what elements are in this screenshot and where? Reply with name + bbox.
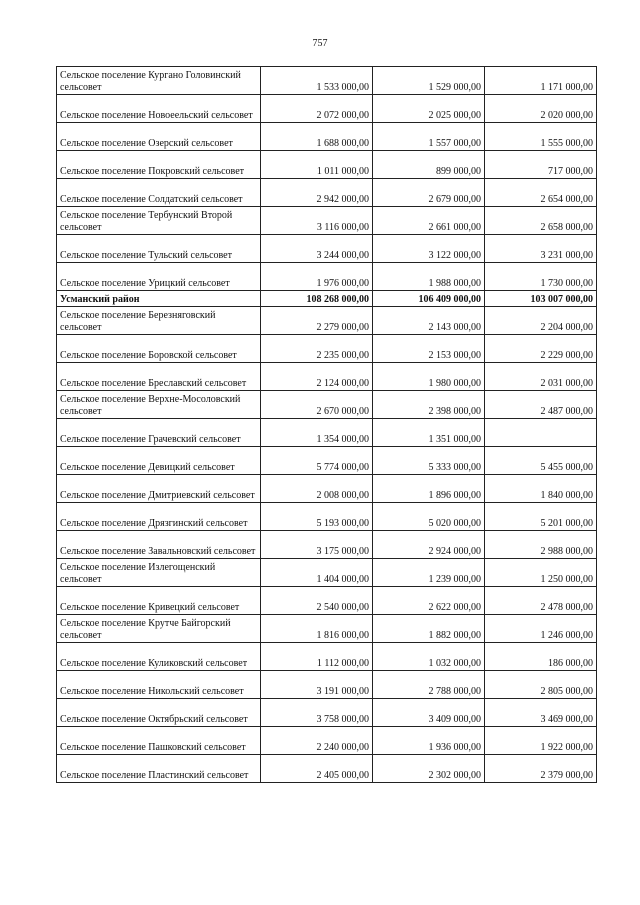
amount-year1-cell: 2 240 000,00	[261, 727, 373, 755]
settlement-name-cell: Сельское поселение Пашковский сельсовет	[57, 727, 261, 755]
amount-year3-cell: 2 229 000,00	[485, 335, 597, 363]
amount-year2-cell: 2 679 000,00	[373, 179, 485, 207]
settlement-name-cell: Сельское поселение Куликовский сельсовет	[57, 643, 261, 671]
amount-year1-cell: 2 279 000,00	[261, 307, 373, 335]
amount-year1-cell: 3 191 000,00	[261, 671, 373, 699]
table-row	[57, 419, 597, 447]
amount-year2-cell: 2 025 000,00	[373, 95, 485, 123]
page-number: 757	[312, 38, 328, 49]
budget-table-body	[57, 67, 597, 783]
amount-year3-cell: 2 658 000,00	[485, 207, 597, 235]
settlement-name-cell: Сельское поселение Крутче Байгорский сельсовет	[57, 615, 261, 643]
amount-year2-cell: 2 788 000,00	[373, 671, 485, 699]
amount-year1-cell: 1 011 000,00	[261, 151, 373, 179]
amount-year2-cell: 1 557 000,00	[373, 123, 485, 151]
amount-year3-cell: 2 020 000,00	[485, 95, 597, 123]
table-row	[57, 475, 597, 503]
amount-year3-cell: 1 840 000,00	[485, 475, 597, 503]
amount-year2-cell: 2 302 000,00	[373, 755, 485, 783]
amount-year1-cell: 108 268 000,00	[261, 291, 373, 307]
settlement-name-cell: Сельское поселение Грачевский сельсовет	[57, 419, 261, 447]
table-row	[57, 391, 597, 419]
amount-year1-cell: 2 405 000,00	[261, 755, 373, 783]
amount-year3-cell: 1 730 000,00	[485, 263, 597, 291]
amount-year2-cell: 1 239 000,00	[373, 559, 485, 587]
amount-year3-cell: 2 031 000,00	[485, 363, 597, 391]
budget-table	[56, 66, 597, 783]
settlement-name-cell: Сельское поселение Солдатский сельсовет	[57, 179, 261, 207]
amount-year2-cell: 2 622 000,00	[373, 587, 485, 615]
amount-year3-cell	[485, 419, 597, 447]
amount-year3-cell: 2 988 000,00	[485, 531, 597, 559]
amount-year2-cell: 1 351 000,00	[373, 419, 485, 447]
amount-year1-cell: 1 354 000,00	[261, 419, 373, 447]
amount-year2-cell: 2 398 000,00	[373, 391, 485, 419]
amount-year1-cell: 2 008 000,00	[261, 475, 373, 503]
amount-year2-cell: 1 988 000,00	[373, 263, 485, 291]
amount-year1-cell: 2 072 000,00	[261, 95, 373, 123]
amount-year1-cell: 5 774 000,00	[261, 447, 373, 475]
amount-year3-cell: 2 204 000,00	[485, 307, 597, 335]
settlement-name-cell: Сельское поселение Верхне-Мосоловский сельсовет	[57, 391, 261, 419]
table-row	[57, 531, 597, 559]
amount-year2-cell: 2 924 000,00	[373, 531, 485, 559]
amount-year1-cell: 3 758 000,00	[261, 699, 373, 727]
amount-year2-cell: 5 020 000,00	[373, 503, 485, 531]
table-row	[57, 151, 597, 179]
amount-year1-cell: 3 175 000,00	[261, 531, 373, 559]
table-row	[57, 447, 597, 475]
amount-year2-cell: 1 032 000,00	[373, 643, 485, 671]
amount-year2-cell: 1 896 000,00	[373, 475, 485, 503]
table-row	[57, 643, 597, 671]
amount-year1-cell: 1 688 000,00	[261, 123, 373, 151]
amount-year3-cell: 1 922 000,00	[485, 727, 597, 755]
amount-year2-cell: 1 882 000,00	[373, 615, 485, 643]
settlement-name-cell: Сельское поселение Дрязгинский сельсовет	[57, 503, 261, 531]
amount-year1-cell: 2 942 000,00	[261, 179, 373, 207]
amount-year3-cell: 1 171 000,00	[485, 67, 597, 95]
table-row	[57, 699, 597, 727]
amount-year2-cell: 106 409 000,00	[373, 291, 485, 307]
amount-year1-cell: 3 244 000,00	[261, 235, 373, 263]
amount-year3-cell: 717 000,00	[485, 151, 597, 179]
amount-year2-cell: 2 153 000,00	[373, 335, 485, 363]
settlement-name-cell: Сельское поселение Октябрьский сельсовет	[57, 699, 261, 727]
settlement-name-cell: Сельское поселение Бреславский сельсовет	[57, 363, 261, 391]
amount-year3-cell: 2 805 000,00	[485, 671, 597, 699]
settlement-name-cell: Сельское поселение Покровский сельсовет	[57, 151, 261, 179]
table-row	[57, 123, 597, 151]
amount-year2-cell: 899 000,00	[373, 151, 485, 179]
amount-year2-cell: 1 529 000,00	[373, 67, 485, 95]
settlement-name-cell: Сельское поселение Излегощенский сельсовет	[57, 559, 261, 587]
amount-year3-cell: 2 487 000,00	[485, 391, 597, 419]
settlement-name-cell: Сельское поселение Никольский сельсовет	[57, 671, 261, 699]
table-row	[57, 307, 597, 335]
settlement-name-cell: Сельское поселение Тульский сельсовет	[57, 235, 261, 263]
table-row	[57, 615, 597, 643]
table-row	[57, 179, 597, 207]
settlement-name-cell: Сельское поселение Боровской сельсовет	[57, 335, 261, 363]
amount-year1-cell: 1 816 000,00	[261, 615, 373, 643]
table-row	[57, 335, 597, 363]
settlement-name-cell: Сельское поселение Дмитриевский сельсовет	[57, 475, 261, 503]
settlement-name-cell: Сельское поселение Завальновский сельсовет	[57, 531, 261, 559]
amount-year3-cell: 5 455 000,00	[485, 447, 597, 475]
amount-year3-cell: 1 246 000,00	[485, 615, 597, 643]
table-row	[57, 587, 597, 615]
table-row	[57, 263, 597, 291]
settlement-name-cell: Сельское поселение Девицкий сельсовет	[57, 447, 261, 475]
amount-year3-cell: 5 201 000,00	[485, 503, 597, 531]
settlement-name-cell: Сельское поселение Озерский сельсовет	[57, 123, 261, 151]
amount-year1-cell: 2 540 000,00	[261, 587, 373, 615]
table-row	[57, 363, 597, 391]
table-row	[57, 207, 597, 235]
table-row	[57, 503, 597, 531]
table-row	[57, 727, 597, 755]
amount-year3-cell: 2 478 000,00	[485, 587, 597, 615]
amount-year1-cell: 2 235 000,00	[261, 335, 373, 363]
settlement-name-cell: Сельское поселение Тербунский Второй сельсовет	[57, 207, 261, 235]
table-row	[57, 559, 597, 587]
settlement-name-cell: Сельское поселение Новоеельский сельсовет	[57, 95, 261, 123]
settlement-name-cell: Усманский район	[57, 291, 261, 307]
amount-year3-cell: 1 555 000,00	[485, 123, 597, 151]
amount-year3-cell: 2 654 000,00	[485, 179, 597, 207]
amount-year2-cell: 1 980 000,00	[373, 363, 485, 391]
amount-year1-cell: 1 533 000,00	[261, 67, 373, 95]
amount-year3-cell: 2 379 000,00	[485, 755, 597, 783]
amount-year2-cell: 2 143 000,00	[373, 307, 485, 335]
amount-year1-cell: 5 193 000,00	[261, 503, 373, 531]
table-row	[57, 235, 597, 263]
amount-year2-cell: 2 661 000,00	[373, 207, 485, 235]
amount-year3-cell: 3 231 000,00	[485, 235, 597, 263]
amount-year2-cell: 3 409 000,00	[373, 699, 485, 727]
settlement-name-cell: Сельское поселение Березняговский сельсовет	[57, 307, 261, 335]
table-row	[57, 755, 597, 783]
amount-year1-cell: 3 116 000,00	[261, 207, 373, 235]
table-row	[57, 671, 597, 699]
settlement-name-cell: Сельское поселение Пластинский сельсовет	[57, 755, 261, 783]
amount-year3-cell: 186 000,00	[485, 643, 597, 671]
settlement-name-cell: Сельское поселение Кривецкий сельсовет	[57, 587, 261, 615]
amount-year2-cell: 5 333 000,00	[373, 447, 485, 475]
amount-year1-cell: 1 112 000,00	[261, 643, 373, 671]
district-row	[57, 291, 597, 307]
amount-year3-cell: 1 250 000,00	[485, 559, 597, 587]
settlement-name-cell: Сельское поселение Кургано Головинский сельсовет	[57, 67, 261, 95]
table-row	[57, 67, 597, 95]
amount-year3-cell: 103 007 000,00	[485, 291, 597, 307]
amount-year1-cell: 1 404 000,00	[261, 559, 373, 587]
amount-year2-cell: 1 936 000,00	[373, 727, 485, 755]
amount-year1-cell: 2 670 000,00	[261, 391, 373, 419]
amount-year3-cell: 3 469 000,00	[485, 699, 597, 727]
settlement-name-cell: Сельское поселение Урицкий сельсовет	[57, 263, 261, 291]
amount-year1-cell: 1 976 000,00	[261, 263, 373, 291]
amount-year1-cell: 2 124 000,00	[261, 363, 373, 391]
table-row	[57, 95, 597, 123]
amount-year2-cell: 3 122 000,00	[373, 235, 485, 263]
